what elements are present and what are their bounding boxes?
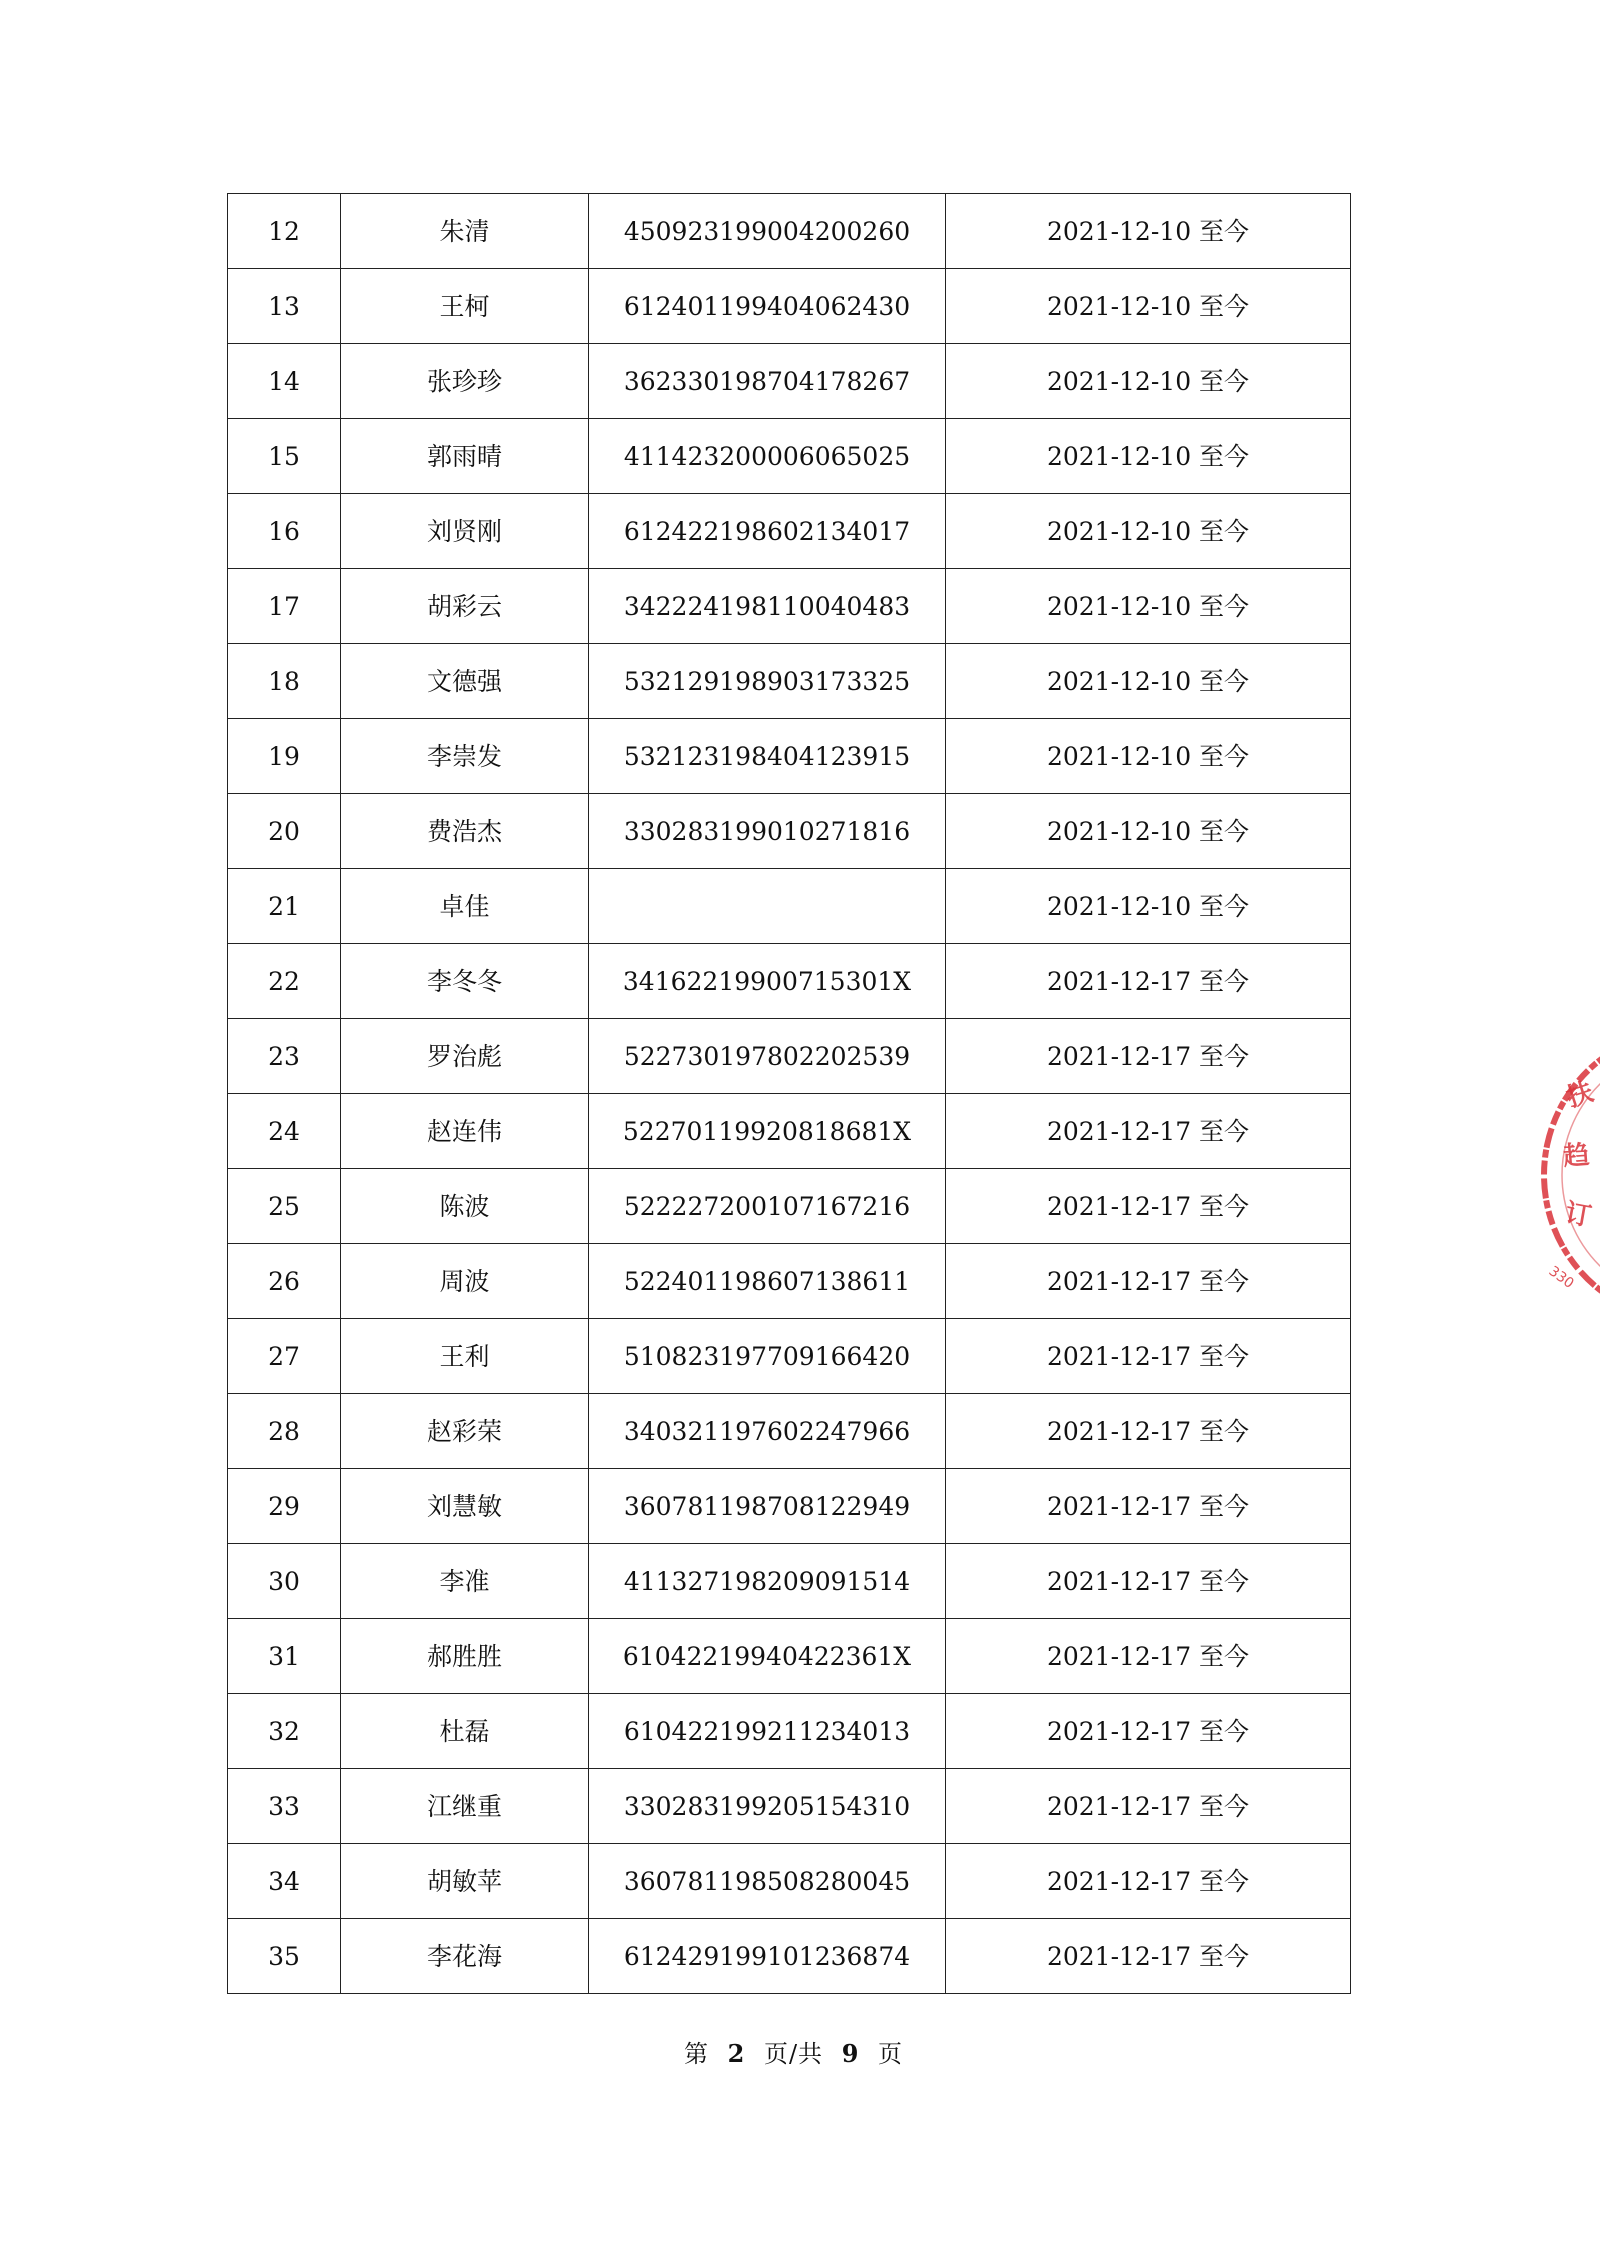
id-number-cell: 522227200107167216 <box>589 1169 946 1244</box>
table-row <box>228 344 1351 419</box>
id-number-cell: 360781198508280045 <box>589 1844 946 1919</box>
name-cell: 周波 <box>341 1244 589 1319</box>
id-number-cell: 342224198110040483 <box>589 569 946 644</box>
row-number-cell: 32 <box>228 1694 341 1769</box>
svg-text:趋: 趋 <box>1562 1140 1591 1172</box>
row-number-cell: 21 <box>228 869 341 944</box>
table-row <box>228 1169 1351 1244</box>
id-number-cell: 411327198209091514 <box>589 1544 946 1619</box>
employment-period-cell: 2021-12-10 至今 <box>946 869 1351 944</box>
employment-period-cell: 2021-12-10 至今 <box>946 644 1351 719</box>
table-row <box>228 1319 1351 1394</box>
table-row <box>228 794 1351 869</box>
name-cell: 郝胜胜 <box>341 1619 589 1694</box>
name-cell: 李准 <box>341 1544 589 1619</box>
employment-period-cell: 2021-12-17 至今 <box>946 1694 1351 1769</box>
name-cell: 王利 <box>341 1319 589 1394</box>
row-number-cell: 13 <box>228 269 341 344</box>
employment-period-cell: 2021-12-17 至今 <box>946 1319 1351 1394</box>
id-number-cell: 411423200006065025 <box>589 419 946 494</box>
employment-period-cell: 2021-12-17 至今 <box>946 1094 1351 1169</box>
id-number-cell: 450923199004200260 <box>589 194 946 269</box>
id-number-cell: 34162219900715301X <box>589 944 946 1019</box>
table-row <box>228 1769 1351 1844</box>
name-cell: 朱清 <box>341 194 589 269</box>
row-number-cell: 34 <box>228 1844 341 1919</box>
personnel-table-body <box>228 194 1351 1994</box>
name-cell: 文德强 <box>341 644 589 719</box>
name-cell: 李崇发 <box>341 719 589 794</box>
employment-period-cell: 2021-12-17 至今 <box>946 1394 1351 1469</box>
table-row <box>228 494 1351 569</box>
id-number-cell: 330283199205154310 <box>589 1769 946 1844</box>
company-seal <box>1540 1025 1600 1325</box>
table-row <box>228 269 1351 344</box>
employment-period-cell: 2021-12-17 至今 <box>946 1619 1351 1694</box>
employment-period-cell: 2021-12-10 至今 <box>946 194 1351 269</box>
row-number-cell: 29 <box>228 1469 341 1544</box>
id-number-cell: 360781198708122949 <box>589 1469 946 1544</box>
name-cell: 李冬冬 <box>341 944 589 1019</box>
table-row <box>228 1469 1351 1544</box>
name-cell: 郭雨晴 <box>341 419 589 494</box>
employment-period-cell: 2021-12-17 至今 <box>946 1844 1351 1919</box>
row-number-cell: 24 <box>228 1094 341 1169</box>
employment-period-cell: 2021-12-17 至今 <box>946 1769 1351 1844</box>
name-cell: 张珍珍 <box>341 344 589 419</box>
employment-period-cell: 2021-12-10 至今 <box>946 344 1351 419</box>
row-number-cell: 27 <box>228 1319 341 1394</box>
name-cell: 江继重 <box>341 1769 589 1844</box>
table-row <box>228 1394 1351 1469</box>
row-number-cell: 22 <box>228 944 341 1019</box>
id-number-cell: 532123198404123915 <box>589 719 946 794</box>
employment-period-cell: 2021-12-17 至今 <box>946 1244 1351 1319</box>
employment-period-cell: 2021-12-17 至今 <box>946 1919 1351 1994</box>
employment-period-cell: 2021-12-17 至今 <box>946 1019 1351 1094</box>
id-number-cell: 522401198607138611 <box>589 1244 946 1319</box>
table-row <box>228 1544 1351 1619</box>
row-number-cell: 15 <box>228 419 341 494</box>
row-number-cell: 35 <box>228 1919 341 1994</box>
personnel-table <box>227 193 1351 1994</box>
employment-period-cell: 2021-12-10 至今 <box>946 719 1351 794</box>
table-row <box>228 194 1351 269</box>
row-number-cell: 33 <box>228 1769 341 1844</box>
table-row <box>228 869 1351 944</box>
name-cell: 刘贤刚 <box>341 494 589 569</box>
footer-middle: 页/共 <box>763 2040 824 2068</box>
row-number-cell: 14 <box>228 344 341 419</box>
row-number-cell: 23 <box>228 1019 341 1094</box>
table-row <box>228 1244 1351 1319</box>
row-number-cell: 12 <box>228 194 341 269</box>
table-row <box>228 644 1351 719</box>
employment-period-cell: 2021-12-17 至今 <box>946 1469 1351 1544</box>
row-number-cell: 18 <box>228 644 341 719</box>
row-number-cell: 17 <box>228 569 341 644</box>
employment-period-cell: 2021-12-17 至今 <box>946 944 1351 1019</box>
employment-period-cell: 2021-12-10 至今 <box>946 419 1351 494</box>
name-cell: 刘慧敏 <box>341 1469 589 1544</box>
footer-prefix: 第 <box>683 2040 709 2068</box>
name-cell: 杜磊 <box>341 1694 589 1769</box>
table-row <box>228 1019 1351 1094</box>
id-number-cell: 61042219940422361X <box>589 1619 946 1694</box>
table-row <box>228 944 1351 1019</box>
row-number-cell: 20 <box>228 794 341 869</box>
table-row <box>228 1094 1351 1169</box>
name-cell: 胡彩云 <box>341 569 589 644</box>
row-number-cell: 30 <box>228 1544 341 1619</box>
svg-text:扶: 扶 <box>1562 1077 1597 1114</box>
id-number-cell: 612401199404062430 <box>589 269 946 344</box>
table-row <box>228 1919 1351 1994</box>
name-cell: 王柯 <box>341 269 589 344</box>
row-number-cell: 16 <box>228 494 341 569</box>
name-cell: 赵连伟 <box>341 1094 589 1169</box>
id-number-cell: 522730197802202539 <box>589 1019 946 1094</box>
name-cell: 费浩杰 <box>341 794 589 869</box>
row-number-cell: 28 <box>228 1394 341 1469</box>
table-row <box>228 719 1351 794</box>
id-number-cell: 340321197602247966 <box>589 1394 946 1469</box>
id-number-cell: 510823197709166420 <box>589 1319 946 1394</box>
id-number-cell <box>589 869 946 944</box>
id-number-cell: 612422198602134017 <box>589 494 946 569</box>
footer-total-pages: 9 <box>841 2039 860 2068</box>
employment-period-cell: 2021-12-10 至今 <box>946 794 1351 869</box>
id-number-cell: 52270119920818681X <box>589 1094 946 1169</box>
name-cell: 赵彩荣 <box>341 1394 589 1469</box>
table-row <box>228 1619 1351 1694</box>
id-number-cell: 612429199101236874 <box>589 1919 946 1994</box>
footer-current-page: 2 <box>727 2039 746 2068</box>
table-row <box>228 419 1351 494</box>
table-row <box>228 1694 1351 1769</box>
row-number-cell: 31 <box>228 1619 341 1694</box>
table-row <box>228 1844 1351 1919</box>
id-number-cell: 362330198704178267 <box>589 344 946 419</box>
employment-period-cell: 2021-12-10 至今 <box>946 494 1351 569</box>
seal-number: 330 <box>1545 1263 1577 1292</box>
table-row <box>228 569 1351 644</box>
name-cell: 卓佳 <box>341 869 589 944</box>
employment-period-cell: 2021-12-17 至今 <box>946 1169 1351 1244</box>
row-number-cell: 26 <box>228 1244 341 1319</box>
employment-period-cell: 2021-12-17 至今 <box>946 1544 1351 1619</box>
employment-period-cell: 2021-12-10 至今 <box>946 269 1351 344</box>
name-cell: 胡敏苹 <box>341 1844 589 1919</box>
employment-period-cell: 2021-12-10 至今 <box>946 569 1351 644</box>
row-number-cell: 19 <box>228 719 341 794</box>
name-cell: 罗治彪 <box>341 1019 589 1094</box>
id-number-cell: 532129198903173325 <box>589 644 946 719</box>
name-cell: 李花海 <box>341 1919 589 1994</box>
row-number-cell: 25 <box>228 1169 341 1244</box>
name-cell: 陈波 <box>341 1169 589 1244</box>
seal-graphic <box>1540 1025 1600 1325</box>
id-number-cell: 610422199211234013 <box>589 1694 946 1769</box>
footer-suffix: 页 <box>878 2040 904 2068</box>
svg-text:订: 订 <box>1562 1198 1594 1233</box>
page-footer <box>0 2034 1587 2069</box>
id-number-cell: 330283199010271816 <box>589 794 946 869</box>
